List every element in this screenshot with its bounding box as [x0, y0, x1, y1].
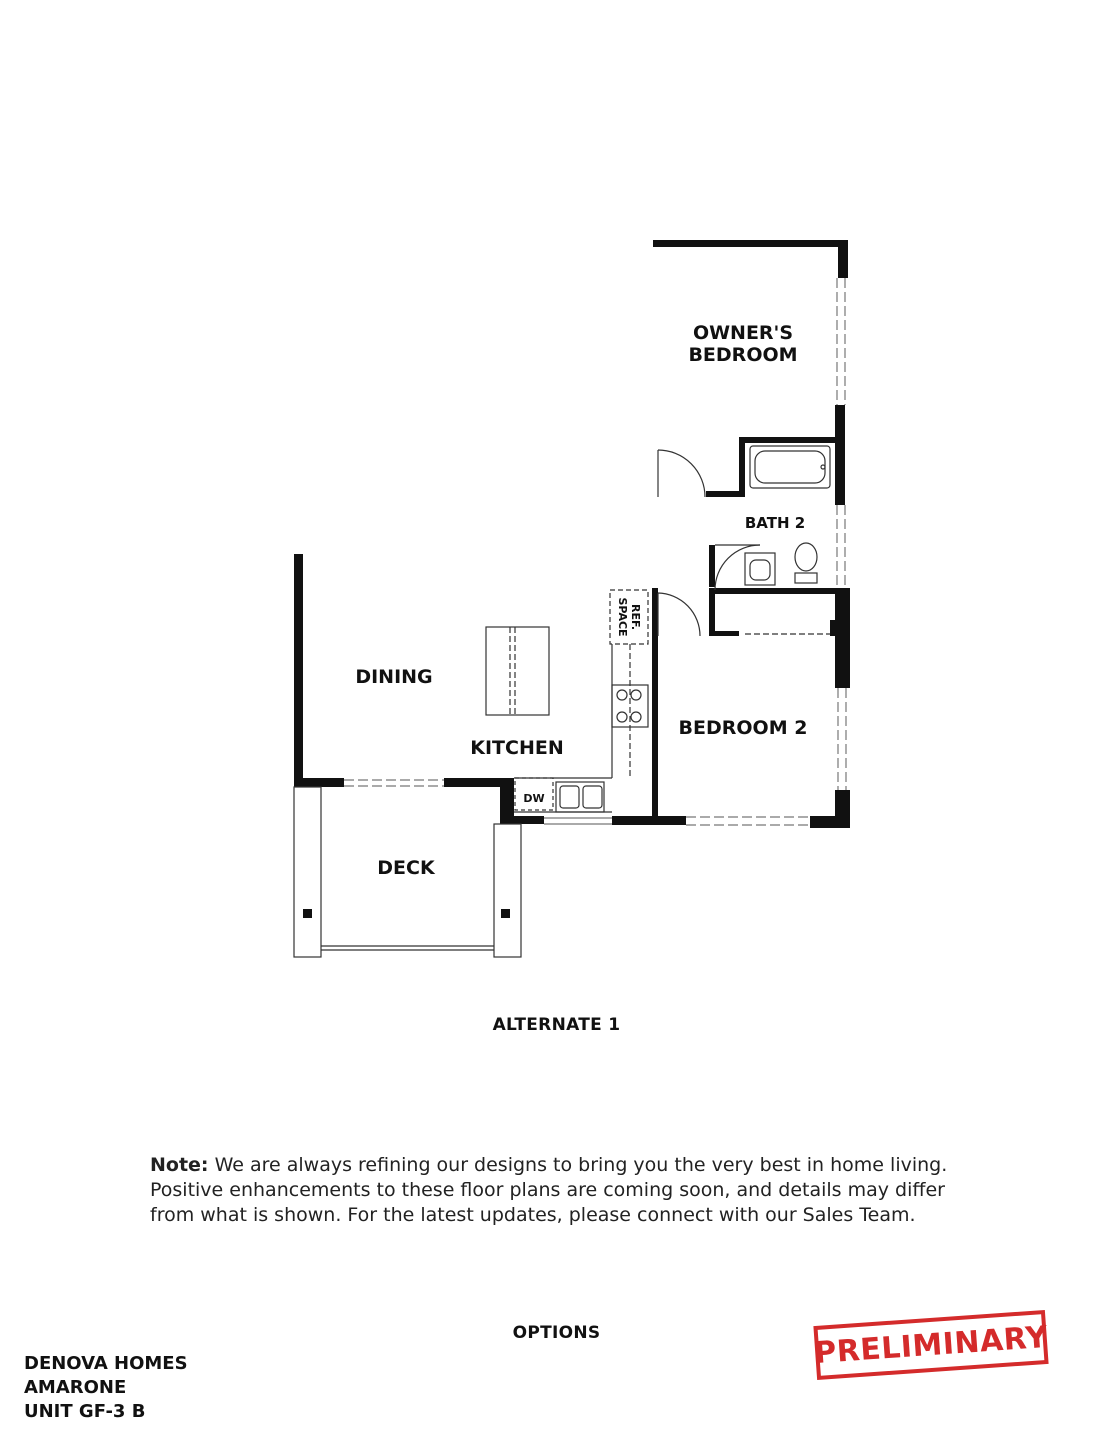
- note-text: We are always refining our designs to bring you the very best in home living. Positive enhancements to these floor plans are coming soon, and details may differ from what is shown. For the latest updates, please connect with our Sales Team.: [150, 1154, 948, 1226]
- ref-space-label-line1: REF.: [629, 603, 642, 631]
- note-label: Note:: [150, 1154, 209, 1176]
- bedroom2-label: BEDROOM 2: [678, 717, 808, 739]
- owners-bedroom-label-line2: BEDROOM: [688, 344, 798, 366]
- dining-label: DINING: [355, 666, 433, 688]
- plan-caption: ALTERNATE 1: [492, 1015, 621, 1035]
- ref-space-label-line2: SPACE: [616, 597, 629, 637]
- community-name: AMARONE: [24, 1377, 127, 1398]
- stamp-text: PRELIMINARY: [813, 1319, 1049, 1371]
- disclaimer-note: [150, 1153, 980, 1228]
- project-info: [24, 1352, 188, 1424]
- builder-name: DENOVA HOMES: [24, 1353, 188, 1374]
- bath2-label: BATH 2: [744, 514, 806, 532]
- deck-posts: [303, 909, 510, 918]
- ref-space-label: [616, 597, 642, 636]
- deck-label: DECK: [377, 857, 435, 879]
- owners-bedroom-label-line1: OWNER'S: [692, 322, 794, 344]
- dw-label: DW: [523, 792, 545, 805]
- kitchen-label: KITCHEN: [470, 737, 564, 759]
- unit-name: UNIT GF-3 B: [24, 1401, 146, 1422]
- options-label: OPTIONS: [512, 1323, 601, 1343]
- interior-walls: [652, 437, 839, 820]
